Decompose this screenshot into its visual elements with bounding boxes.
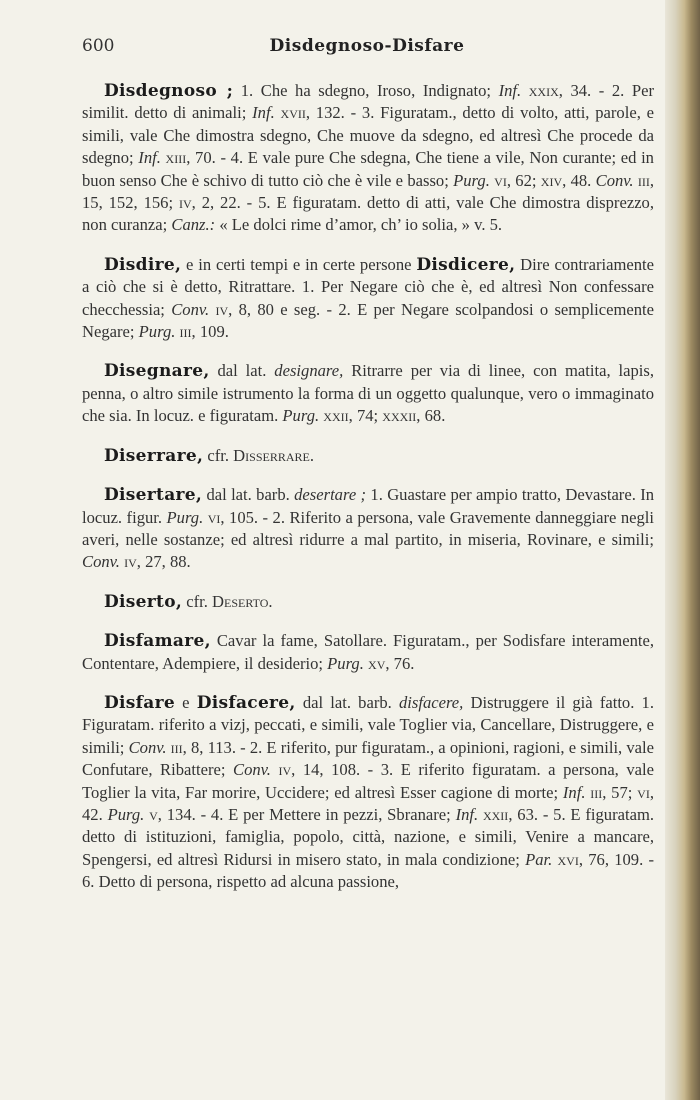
entry-text: , 62;: [506, 170, 541, 190]
entry-text: , 57;: [602, 782, 638, 802]
entry-text: , 63. - 5. E figuratam. detto di istituzioni, famiglia, popolo, città, nazione, e simili, Venire a mancare, Spengersi, ed altresì Ridursi in misero stato, in mala condizione;: [82, 804, 654, 869]
small-caps-text: xiii: [160, 148, 187, 168]
entry-text: , 70. - 4. E vale pure Che sdegna, Che tiene a vile, Non curante; ed in buon senso Che è schivo di tutto ciò che è vile e basso;: [82, 148, 654, 190]
entry-text: dal lat. barb.: [295, 692, 399, 712]
entry-text: , 27, 88.: [136, 552, 191, 572]
italic-text: Conv.: [82, 552, 120, 572]
entry-text: , 42.: [82, 782, 654, 824]
entry-disdire: [82, 254, 654, 344]
entry-text: , 2, 22. - 5. E figuratam. detto di atti, vale Che dimostra disprezzo, non curanza;: [82, 193, 655, 235]
page-number: 600: [82, 36, 115, 56]
italic-text: desertare ;: [294, 485, 367, 505]
entry-text: 1. Che ha sdegno, Iroso, Indignato;: [233, 81, 499, 100]
italic-text: disfacere,: [398, 692, 464, 712]
small-caps-text: vi: [203, 507, 221, 527]
entry-text: , 76, 109. - 6. Detto di persona, rispetto ad alcuna passione,: [82, 849, 654, 892]
entry-text: dal lat.: [209, 361, 275, 381]
italic-text: Purg.: [166, 507, 204, 527]
entry-text: , 74;: [348, 406, 383, 426]
entry-disfare: [82, 692, 654, 894]
entry-text: , 8, 113. - 2. E riferito, pur figuratam., a opinioni, ragioni, e simili, vale Confutare, Ribattere;: [82, 737, 654, 780]
small-caps-text: iii: [166, 737, 183, 757]
page-header: [82, 36, 652, 60]
small-caps-text: iv: [270, 760, 292, 780]
entry-text: , 14, 108. - 3. E riferito figuratam. a persona, vale Toglier la vita, Far morire, Uccidere; ed altresì Esser cagione di morte;: [82, 760, 655, 802]
small-caps-text: vi: [489, 170, 507, 190]
small-caps-text: xiv: [540, 170, 563, 190]
headword: Diserrare,: [104, 445, 204, 466]
small-caps-text: xvii: [274, 103, 306, 123]
entry-text: 1. Guastare per ampio tratto, Devastare. In locuz. figur.: [82, 485, 655, 527]
dictionary-entries: [82, 80, 654, 911]
entry-text: , 15, 152, 156;: [82, 170, 655, 213]
entry-disdegnoso: [82, 80, 654, 237]
entry-text: « Le dolci rime d’amor, ch’ io solia, » v. 5.: [215, 215, 503, 235]
italic-text: Canz.:: [171, 215, 216, 235]
entry-text: cfr.: [203, 445, 234, 465]
italic-text: Par.: [525, 849, 553, 869]
small-caps-text: iv: [178, 193, 192, 213]
headword: Disegnare,: [104, 361, 210, 382]
headword: Disfamare,: [104, 631, 211, 652]
small-caps-text: iii: [585, 782, 603, 802]
italic-text: Inf.: [252, 103, 275, 123]
small-caps-text: xxix: [521, 81, 559, 100]
small-caps-text: Deserto.: [212, 591, 273, 611]
small-caps-text: xxii: [478, 804, 509, 824]
entry-text: , 109.: [191, 322, 229, 342]
entry-text: , 105. - 2. Riferito a persona, vale Gravemente danneggiare negli averi, nelle sostanze; ed altresì ridurre a mal partito, in miseria, Rovinare, e simili;: [82, 507, 655, 549]
running-title: Disdegnoso-Disfare: [269, 36, 465, 56]
small-caps-text: v: [144, 804, 158, 824]
headword: Disdegnoso ;: [104, 81, 234, 101]
headword: Disdicere,: [416, 254, 516, 275]
entry-disertare: [82, 484, 654, 574]
entry-text: , 48.: [562, 170, 596, 190]
italic-text: Conv.: [233, 760, 271, 780]
entry-text: Distruggere il già fatto. 1. Figuratam. riferito a vizj, peccati, e simili, vale Toglier via, Cancellare, Distruggere, e simili;: [82, 692, 654, 757]
small-caps-text: xv: [363, 653, 386, 673]
small-caps-text: iv: [119, 552, 137, 572]
small-caps-text: xvi: [552, 849, 579, 869]
page-edge: [665, 0, 700, 1100]
headword: Diserto,: [104, 591, 183, 612]
entry-text: , 68.: [416, 406, 446, 426]
entry-text: cfr.: [182, 591, 213, 611]
small-caps-text: xxii: [319, 406, 349, 426]
headword: Disfare: [104, 692, 175, 713]
entry-disfamare: [82, 630, 654, 675]
entry-disegnare: [82, 360, 654, 427]
italic-text: Purg.: [453, 170, 490, 190]
small-caps-text: iii: [175, 322, 192, 342]
italic-text: Conv.: [171, 299, 210, 319]
italic-text: Purg.: [327, 653, 364, 673]
headword: Disdire,: [104, 254, 182, 275]
italic-text: Conv.: [595, 170, 634, 190]
small-caps-text: Disserrare.: [233, 445, 314, 465]
entry-text: dal lat. barb.: [202, 485, 295, 505]
small-caps-text: xxxii: [382, 406, 417, 426]
italic-text: designare,: [274, 361, 344, 381]
italic-text: Inf.: [138, 148, 161, 168]
entry-diserrare: [82, 445, 654, 467]
entry-text: Dire contrariamente a ciò che si è detto, Ritrattare. 1. Per Negare ciò che è, ed altresì Non confessare checchessia;: [82, 254, 654, 319]
headword: Disfacere,: [196, 692, 296, 713]
italic-text: Inf.: [455, 804, 479, 824]
small-caps-text: iv: [209, 299, 229, 319]
entry-text: , 8, 80 e seg. - 2. E per Negare scolpandosi o semplicemente Negare;: [82, 299, 654, 342]
small-caps-text: iii: [633, 170, 650, 190]
italic-text: Conv.: [128, 737, 167, 757]
italic-text: Inf.: [498, 81, 522, 100]
entry-text: , 132. - 3. Figuratam., detto di volto, atti, parole, e simili, vale Che dimostra sdegno, Che muove da sdegno, ed altresì Che procede da sdegno;: [82, 103, 654, 168]
italic-text: Purg.: [138, 322, 176, 342]
entry-text: , 76.: [385, 653, 415, 673]
entry-diserto: [82, 591, 654, 613]
headword: Disertare,: [104, 485, 203, 506]
italic-text: Purg.: [282, 406, 320, 426]
entry-text: Cavar la fame, Satollare. Figuratam., per Sodisfare interamente, Contentare, Adempiere, il desiderio;: [82, 631, 654, 673]
entry-text: e in certi tempi e in certe persone: [181, 254, 417, 274]
small-caps-text: vi: [637, 782, 650, 802]
italic-text: Purg.: [107, 804, 145, 824]
entry-text: , 134. - 4. E per Mettere in pezzi, Sbranare;: [157, 804, 456, 824]
italic-text: Inf.: [562, 782, 586, 802]
entry-text: e: [174, 692, 197, 712]
entry-text: Ritrarre per via di linee, con matita, lapis, penna, o altro simile istrumento la forma di un oggetto qualunque, vero o immaginato che sia. In locuz. e figuratam.: [82, 361, 654, 426]
entry-text: , 34. - 2. Per similit. detto di animali;: [82, 81, 654, 123]
